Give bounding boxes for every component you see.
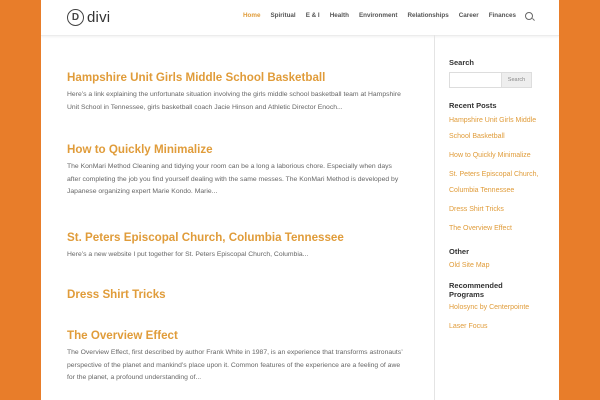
search-widget-title: Search bbox=[449, 58, 475, 67]
site-logo[interactable] bbox=[67, 7, 110, 27]
sidebar-divider bbox=[434, 35, 435, 400]
post-title[interactable]: Hampshire Unit Girls Middle School Basketball bbox=[67, 71, 326, 84]
recent-post-link[interactable]: The Overview Effect bbox=[449, 225, 512, 232]
recent-posts-list bbox=[449, 113, 539, 237]
nav-home[interactable]: Home bbox=[242, 12, 261, 19]
post-item bbox=[67, 231, 407, 262]
program-link[interactable]: Holosync by Centerpointe bbox=[449, 304, 530, 311]
other-title: Other bbox=[449, 247, 470, 256]
post-title[interactable]: St. Peters Episcopal Church, Columbia Tennessee bbox=[67, 231, 344, 244]
recent-post-link[interactable]: Dress Shirt Tricks bbox=[449, 206, 504, 213]
search-input[interactable] bbox=[449, 72, 502, 88]
main-nav bbox=[233, 12, 533, 20]
search-form bbox=[449, 72, 539, 88]
nav-environment[interactable]: Environment bbox=[358, 12, 398, 19]
site-header bbox=[41, 0, 559, 36]
post-excerpt: Here’s a new website I put together for St. Peters Episcopal Church, Columbia... bbox=[67, 251, 309, 258]
post-title[interactable]: How to Quickly Minimalize bbox=[67, 143, 213, 156]
nav-e-and-i[interactable]: E & I bbox=[305, 12, 320, 19]
logo-mark: D bbox=[67, 9, 84, 26]
logo-text: divi bbox=[87, 8, 111, 26]
post-title[interactable]: The Overview Effect bbox=[67, 329, 178, 342]
program-link[interactable]: Laser Focus bbox=[449, 323, 488, 330]
post-excerpt: The Overview Effect, first described by author Frank White in 1987, is an experience that transforms astronauts’ perspective of the planet and mankind’s place upon it. Common features of the experience are a feeling of awe for the planet, a profound understanding of... bbox=[67, 349, 403, 381]
search-icon[interactable] bbox=[525, 12, 533, 20]
sidebar bbox=[449, 35, 539, 335]
post-excerpt: Here’s a link explaining the unfortunate situation involving the girls middle school basketball team at Hampshire Unit School in Tennessee, girls basketball coach Jacie Hinson and Athletic Director Enoch... bbox=[67, 91, 401, 111]
programs-title: Recommended Programs bbox=[449, 281, 503, 299]
post-item bbox=[67, 288, 407, 301]
recent-post-link[interactable]: St. Peters Episcopal Church, Columbia Tennessee bbox=[449, 171, 539, 194]
post-item bbox=[67, 71, 407, 114]
nav-relationships[interactable]: Relationships bbox=[407, 12, 449, 19]
post-item bbox=[67, 143, 407, 199]
search-button[interactable]: Search bbox=[501, 72, 532, 88]
nav-health[interactable]: Health bbox=[329, 12, 349, 19]
nav-finances[interactable]: Finances bbox=[488, 12, 516, 19]
nav-spiritual[interactable]: Spiritual bbox=[270, 12, 296, 19]
post-item bbox=[67, 329, 407, 385]
post-excerpt: The KonMari Method Cleaning and tidying your room can be a long a laborious chore. Especially when days after completing the job you find yourself dealing with the same messes. The KonMari Method is developed by Japanese organizing expert Marie Kondo. Marie... bbox=[67, 163, 399, 195]
post-title[interactable]: Dress Shirt Tricks bbox=[67, 288, 166, 301]
recent-post-link[interactable]: Hampshire Unit Girls Middle School Basketball bbox=[449, 117, 537, 140]
page bbox=[41, 0, 559, 400]
recent-post-link[interactable]: How to Quickly Minimalize bbox=[449, 152, 531, 159]
nav-career[interactable]: Career bbox=[458, 12, 479, 19]
recent-posts-title: Recent Posts bbox=[449, 101, 497, 110]
other-link-site-map[interactable]: Old Site Map bbox=[449, 262, 490, 269]
